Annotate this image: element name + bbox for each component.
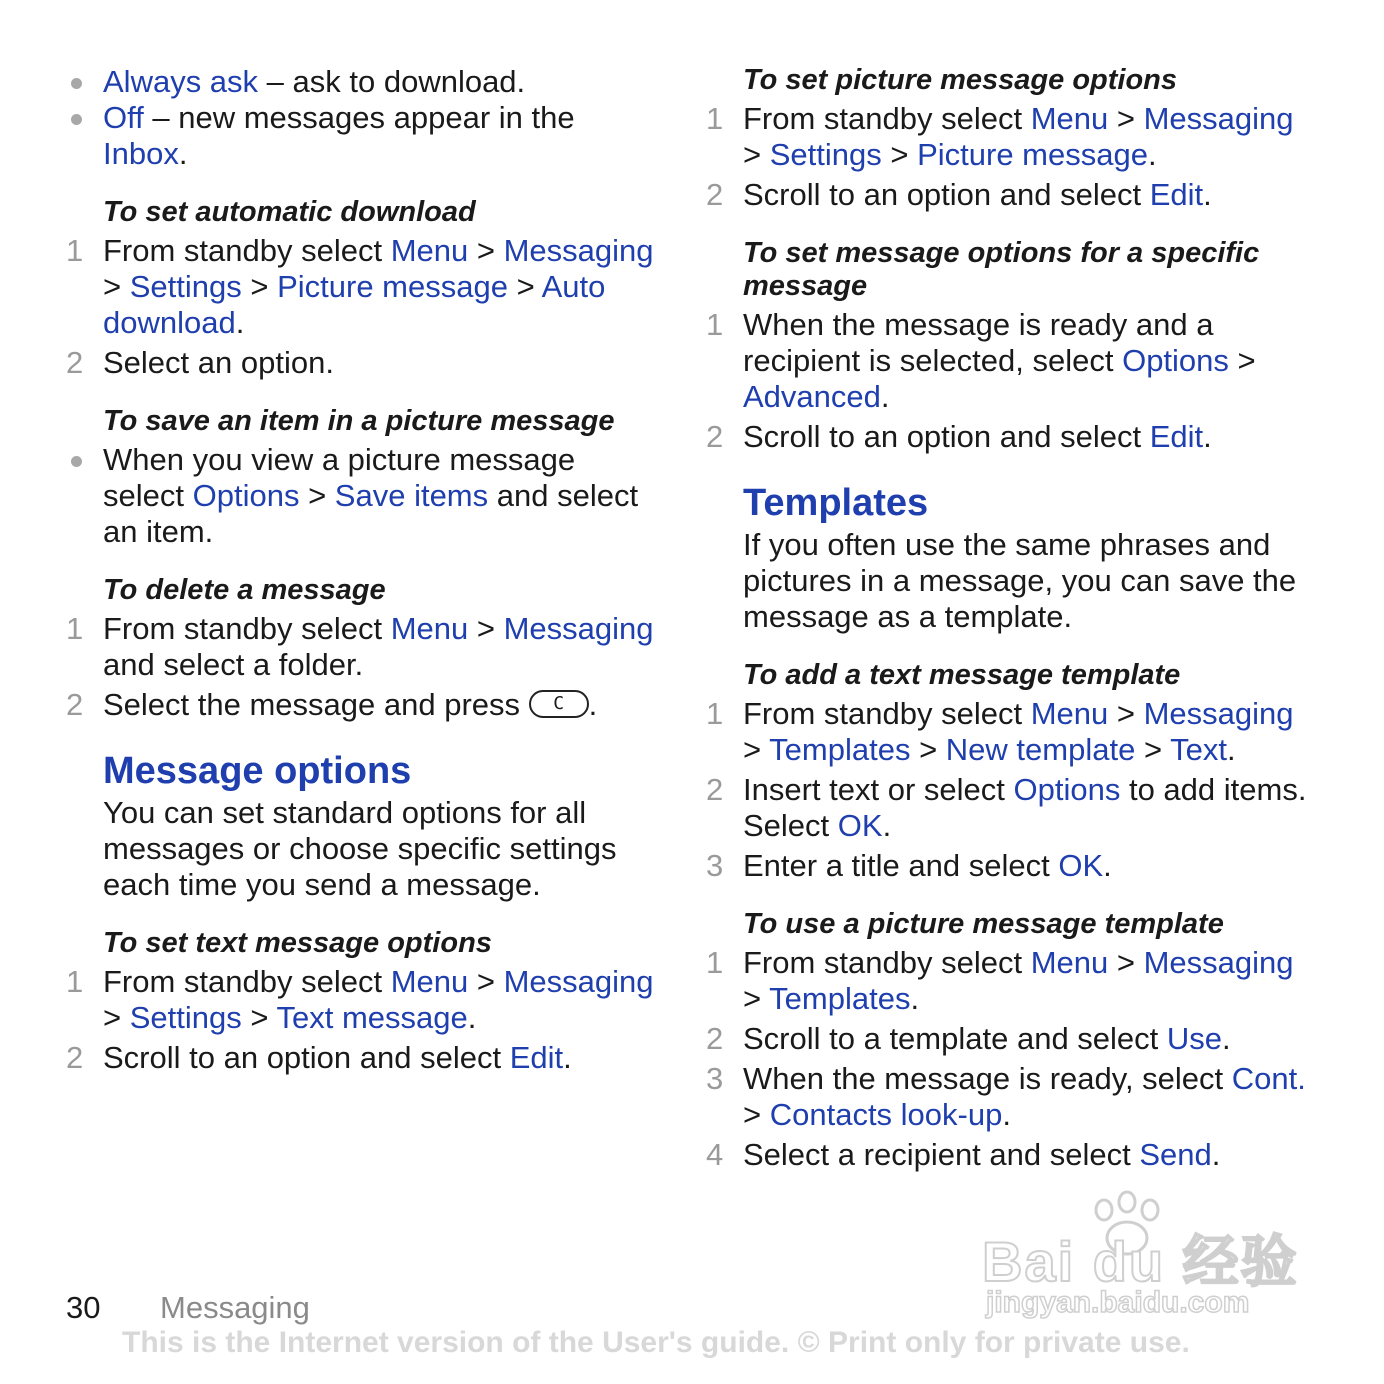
step-number: 2 xyxy=(66,1040,84,1075)
link[interactable]: Messaging xyxy=(1143,945,1294,980)
step-number: 1 xyxy=(66,611,84,646)
subheading: To delete a message xyxy=(103,574,386,606)
link[interactable]: Settings xyxy=(129,1000,242,1035)
step-number: 4 xyxy=(706,1137,724,1172)
link[interactable]: Picture message xyxy=(277,269,508,304)
section-heading: Templates xyxy=(743,482,929,524)
list-item: When you view a picture message select Options > Save items and select an item. xyxy=(66,442,656,550)
link[interactable]: Messaging xyxy=(1143,696,1294,731)
list-item: 1 From standby select Menu > Messaging > Templates > New template > Text. xyxy=(706,696,1294,767)
list-item: 1 When the message is ready and a recipient is selected, select Options > Advanced. xyxy=(706,307,1256,414)
link[interactable]: Menu xyxy=(1030,945,1109,980)
link[interactable]: Picture message xyxy=(917,137,1148,172)
intro-paragraph: You can set standard options for all messages or choose specific settings each time you send a message. xyxy=(103,795,617,902)
subheading: To save an item in a picture message xyxy=(103,405,615,437)
step-number: 1 xyxy=(706,307,724,342)
link[interactable]: Off xyxy=(103,100,144,135)
step-number: 1 xyxy=(66,964,84,999)
link[interactable]: Text message xyxy=(276,1000,468,1035)
link[interactable]: Options xyxy=(192,478,300,513)
watermark-brand: Bai du 经验 xyxy=(982,1230,1299,1293)
list-item: 2 Select an option. xyxy=(66,345,334,380)
link[interactable]: Templates xyxy=(769,981,911,1016)
page-number: 30 xyxy=(66,1290,101,1325)
list-item: 1 From standby select Menu > Messaging > Settings > Text message. xyxy=(66,964,654,1035)
subheading: To set picture message options xyxy=(743,64,1178,96)
link[interactable]: Menu xyxy=(1030,696,1109,731)
link[interactable]: Menu xyxy=(1030,101,1109,136)
subheading: To set message options for a specific message xyxy=(743,237,1260,302)
subheading: To set automatic download xyxy=(103,196,476,228)
link[interactable]: Text xyxy=(1170,732,1227,767)
list-item: 3 When the message is ready, select Cont. > Contacts look-up. xyxy=(706,1061,1306,1132)
link[interactable]: OK xyxy=(1058,848,1104,883)
link[interactable]: Settings xyxy=(129,269,242,304)
link[interactable]: New template xyxy=(945,732,1136,767)
link[interactable]: Contacts look-up xyxy=(769,1097,1003,1132)
list-item: 1 From standby select Menu > Messaging > Settings > Picture message. xyxy=(706,101,1294,172)
link[interactable]: Menu xyxy=(390,964,469,999)
link[interactable]: Edit xyxy=(509,1040,564,1075)
section-heading: Message options xyxy=(103,750,412,792)
link[interactable]: Templates xyxy=(769,732,911,767)
link[interactable]: Inbox xyxy=(103,136,179,171)
left-column xyxy=(66,64,656,1076)
bullet-icon xyxy=(66,442,103,550)
link[interactable]: Edit xyxy=(1149,419,1204,454)
c-key-icon: C xyxy=(529,690,589,718)
link[interactable]: OK xyxy=(837,808,883,843)
link[interactable]: Messaging xyxy=(503,964,654,999)
subheading: To use a picture message template xyxy=(743,908,1224,940)
link[interactable]: Edit xyxy=(1149,177,1204,212)
link[interactable]: Settings xyxy=(769,137,882,172)
link[interactable]: Always ask xyxy=(103,64,259,99)
link[interactable]: Send xyxy=(1139,1137,1212,1172)
list-item: Always ask – ask to download. xyxy=(66,64,656,100)
step-number: 3 xyxy=(706,1061,724,1096)
subheading: To set text message options xyxy=(103,927,492,959)
list-item: 1 From standby select Menu > Messaging > Settings > Picture message > Auto download. xyxy=(66,233,654,340)
link[interactable]: Use xyxy=(1166,1021,1223,1056)
step-number: 2 xyxy=(706,772,724,807)
section-name: Messaging xyxy=(160,1290,310,1325)
list-item: 1 From standby select Menu > Messaging > Templates. xyxy=(706,945,1294,1016)
list-item: 2 Insert text or select Options to add items. Select OK. xyxy=(706,772,1307,843)
right-column xyxy=(706,64,1316,1173)
step-number: 1 xyxy=(706,696,724,731)
link[interactable]: Menu xyxy=(390,233,469,268)
step-number: 3 xyxy=(706,848,724,883)
list-item: 4 Select a recipient and select Send. xyxy=(706,1137,1221,1172)
step-number: 2 xyxy=(66,687,84,722)
link[interactable]: Messaging xyxy=(503,233,654,268)
link[interactable]: Options xyxy=(1122,343,1229,378)
bullet-icon xyxy=(66,64,103,100)
link[interactable]: Messaging xyxy=(503,611,654,646)
link[interactable]: Cont. xyxy=(1231,1061,1306,1096)
list-item: 2 Scroll to an option and select Edit. xyxy=(66,1040,572,1075)
link[interactable]: Menu xyxy=(390,611,469,646)
link[interactable]: Advanced xyxy=(743,379,881,414)
list-item: Off – new messages appear in the Inbox. xyxy=(66,100,656,172)
step-number: 1 xyxy=(66,233,84,268)
step-number: 2 xyxy=(706,419,724,454)
step-number: 2 xyxy=(706,177,724,212)
watermark-url: jingyan.baidu.com xyxy=(986,1286,1250,1319)
step-number: 2 xyxy=(66,345,84,380)
subheading: To add a text message template xyxy=(743,659,1181,691)
list-item: 2 Scroll to a template and select Use. xyxy=(706,1021,1231,1056)
link[interactable]: Auto download xyxy=(103,269,606,340)
baidu-watermark xyxy=(982,1190,1302,1330)
step-number: 1 xyxy=(706,101,724,136)
list-item: 2 Select the message and press C . xyxy=(66,687,598,722)
list-item: 2 Scroll to an option and select Edit. xyxy=(706,419,1212,454)
link[interactable]: Save items xyxy=(334,478,489,513)
intro-paragraph: If you often use the same phrases and pictures in a message, you can save the message as a template. xyxy=(743,527,1297,634)
list-item: 3 Enter a title and select OK. xyxy=(706,848,1112,883)
bullet-icon xyxy=(66,100,103,172)
step-number: 1 xyxy=(706,945,724,980)
list-item: 1 From standby select Menu > Messaging and select a folder. xyxy=(66,611,654,682)
list-item: 2 Scroll to an option and select Edit. xyxy=(706,177,1212,212)
disclaimer: This is the Internet version of the User's guide. © Print only for private use. xyxy=(122,1326,1190,1359)
link[interactable]: Options xyxy=(1013,772,1121,807)
link[interactable]: Messaging xyxy=(1143,101,1294,136)
step-number: 2 xyxy=(706,1021,724,1056)
